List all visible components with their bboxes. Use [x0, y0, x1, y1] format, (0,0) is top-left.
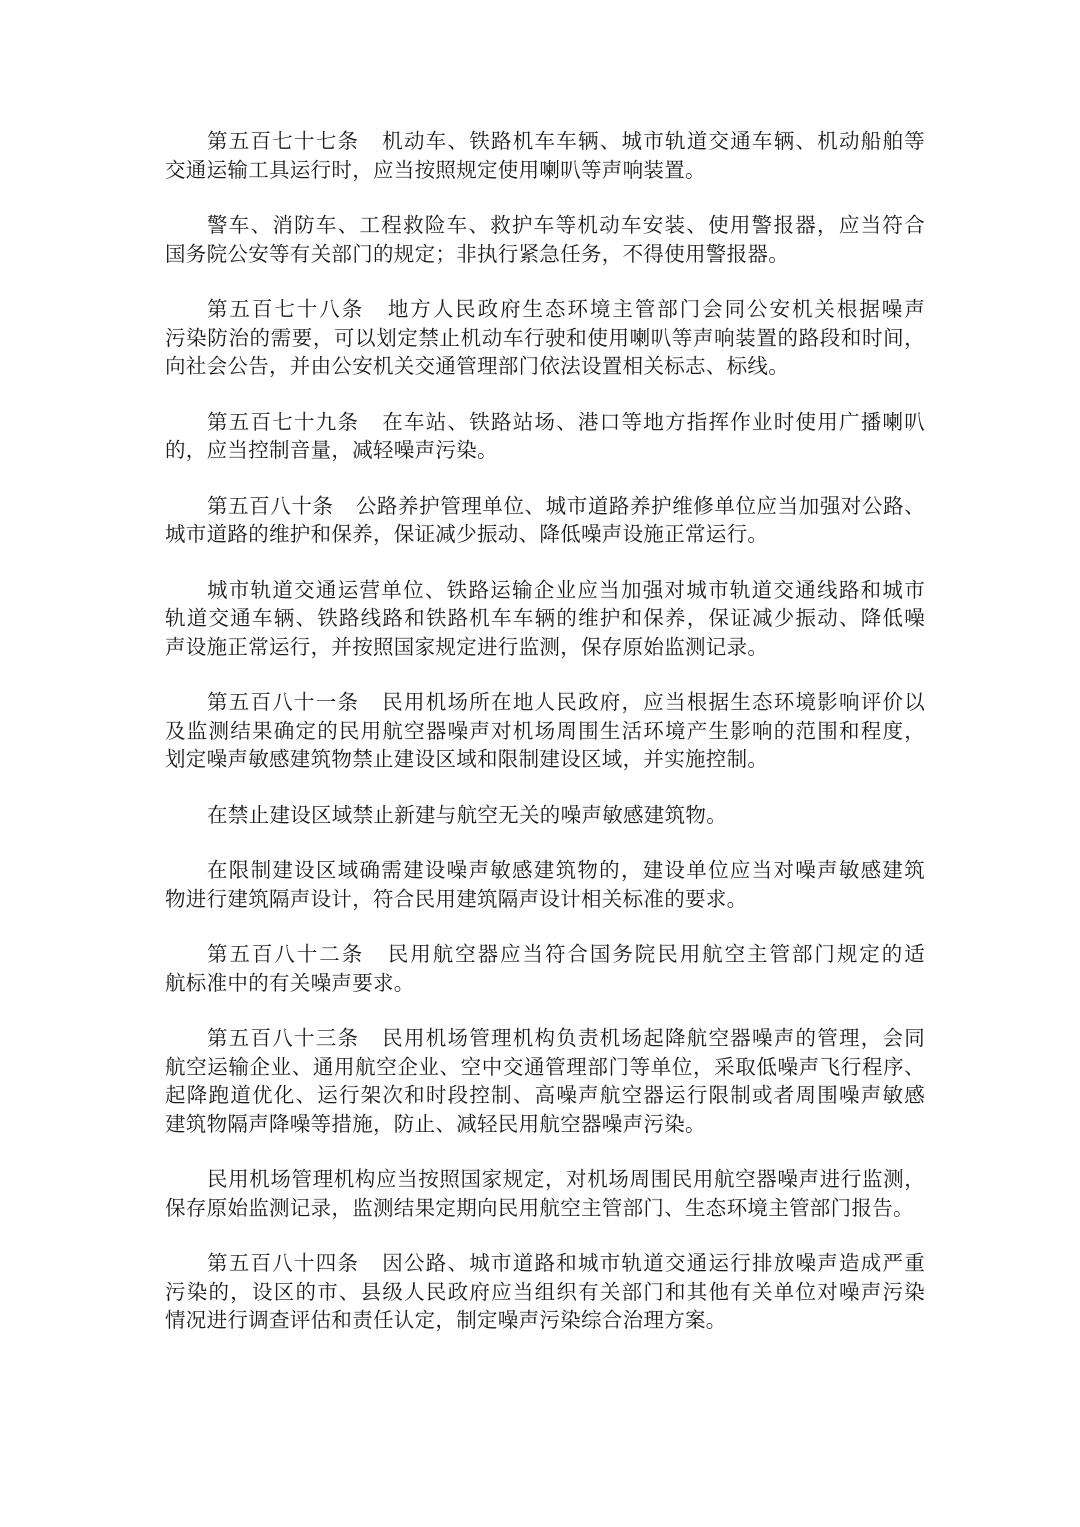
line-text: 轨道交通车辆、铁路线路和铁路机车车辆的维护和保养，保证减少振动、降低噪 [165, 606, 925, 630]
text-line [165, 240, 925, 269]
text-line [165, 1306, 925, 1335]
text-line [165, 127, 925, 156]
text-line [165, 885, 925, 914]
text-line [165, 408, 925, 437]
line-text: 城市轨道交通运营单位、铁路运输企业应当加强对城市轨道交通线路和城市 [207, 577, 925, 602]
text-line [165, 211, 925, 240]
text-line [165, 1081, 925, 1110]
text-line [165, 1053, 925, 1082]
line-text: 情况进行调查评估和责任认定，制定噪声污染综合治理方案。 [165, 1308, 727, 1332]
line-text: 航标准中的有关噪声要求。 [165, 970, 415, 995]
paragraph [165, 576, 925, 662]
text-line [165, 492, 925, 521]
text-line [165, 1194, 925, 1223]
article-number: 第五百七十九条 [207, 409, 360, 434]
text-line [165, 1249, 925, 1278]
article-paragraph [165, 492, 925, 549]
line-text: 声设施正常运行，并按照国家规定进行监测，保存原始监测记录。 [165, 634, 769, 659]
line-text: 物进行建筑隔声设计，符合民用建筑隔声设计相关标准的要求。 [165, 886, 748, 911]
line-text: 民用机场管理机构应当按照国家规定，对机场周围民用航空器噪声进行监测， [207, 1167, 925, 1191]
text-line [165, 1024, 925, 1053]
line-text: 城市道路的维护和保养，保证减少振动、降低噪声设施正常运行。 [165, 522, 769, 546]
text-line [165, 856, 925, 885]
line-text: 污染的，设区的市、县级人民政府应当组织有关部门和其他有关单位对噪声污染 [165, 1279, 925, 1304]
paragraph [165, 856, 925, 913]
article-paragraph [165, 940, 925, 997]
article-paragraph [165, 1024, 925, 1138]
text-line [165, 940, 925, 969]
line-text: 划定噪声敏感建筑物禁止建设区域和限制建设区域，并实施控制。 [165, 747, 769, 771]
line-text: 民用机场管理机构负责机场起降航空器噪声的管理，会同 [381, 1026, 925, 1050]
article-paragraph [165, 688, 925, 774]
text-line [165, 352, 925, 381]
line-text: 警车、消防车、工程救险车、救护车等机动车安装、使用警报器，应当符合 [207, 213, 925, 237]
text-line [165, 717, 925, 746]
text-line [165, 1278, 925, 1307]
line-text: 建筑物隔声降噪等措施，防止、减轻民用航空器噪声污染。 [165, 1111, 706, 1136]
line-text: 民用航空器应当符合国务院民用航空主管部门规定的适 [386, 942, 925, 966]
article-number: 第五百七十七条 [207, 129, 360, 153]
paragraph [165, 1165, 925, 1222]
line-text: 公路养护管理单位、城市道路养护维修单位应当加强对公路、 [355, 493, 925, 518]
line-text: 的，应当控制音量，减轻噪声污染。 [165, 438, 498, 462]
line-text: 地方人民政府生态环境主管部门会同公安机关根据噪声 [386, 297, 925, 321]
line-text: 在禁止建设区域禁止新建与航空无关的噪声敏感建筑物。 [207, 802, 727, 827]
line-text: 民用机场所在地人民政府，应当根据生态环境影响评价以 [381, 690, 925, 714]
article-number: 第五百八十四条 [207, 1251, 360, 1275]
document-body [165, 127, 925, 1362]
paragraph [165, 211, 925, 268]
text-line [165, 801, 925, 830]
line-text: 在限制建设区域确需建设噪声敏感建筑物的，建设单位应当对噪声敏感建筑 [207, 858, 925, 882]
line-text: 国务院公安等有关部门的规定；非执行紧急任务，不得使用警报器。 [165, 241, 789, 266]
text-line [165, 633, 925, 662]
text-line [165, 576, 925, 605]
line-text: 起降跑道优化、运行架次和时段控制、高噪声航空器运行限制或者周围噪声敏感 [165, 1083, 925, 1107]
text-line [165, 520, 925, 549]
line-text: 及监测结果确定的民用航空器噪声对机场周围生活环境产生影响的范围和程度， [165, 718, 925, 743]
article-number: 第五百七十八条 [207, 297, 365, 321]
text-line [165, 324, 925, 353]
line-text: 航空运输企业、通用航空企业、空中交通管理部门等单位，采取低噪声飞行程序、 [165, 1054, 925, 1079]
article-number: 第五百八十条 [207, 493, 334, 518]
line-text: 交通运输工具运行时，应当按照规定使用喇叭等声响装置。 [165, 157, 706, 182]
text-line [165, 745, 925, 774]
article-paragraph [165, 127, 925, 184]
article-paragraph [165, 295, 925, 381]
text-line [165, 1165, 925, 1194]
line-text: 在车站、铁路站场、港口等地方指挥作业时使用广播喇叭 [381, 409, 925, 434]
line-text: 因公路、城市道路和城市轨道交通运行排放噪声造成严重 [381, 1251, 925, 1275]
text-line [165, 1110, 925, 1139]
article-paragraph [165, 1249, 925, 1335]
text-line [165, 969, 925, 998]
line-text: 向社会公告，并由公安机关交通管理部门依法设置相关标志、标线。 [165, 354, 789, 378]
text-line [165, 295, 925, 324]
article-number: 第五百八十一条 [207, 690, 360, 714]
text-line [165, 436, 925, 465]
paragraph [165, 801, 925, 830]
line-text: 保存原始监测记录，监测结果定期向民用航空主管部门、生态环境主管部门报告。 [165, 1195, 914, 1220]
article-number: 第五百八十二条 [207, 942, 365, 966]
article-number: 第五百八十三条 [207, 1026, 360, 1050]
text-line [165, 604, 925, 633]
line-text: 机动车、铁路机车车辆、城市轨道交通车辆、机动船舶等 [381, 129, 925, 153]
text-line [165, 156, 925, 185]
article-paragraph [165, 408, 925, 465]
text-line [165, 688, 925, 717]
line-text: 污染防治的需要，可以划定禁止机动车行驶和使用喇叭等声响装置的路段和时间， [165, 325, 925, 350]
